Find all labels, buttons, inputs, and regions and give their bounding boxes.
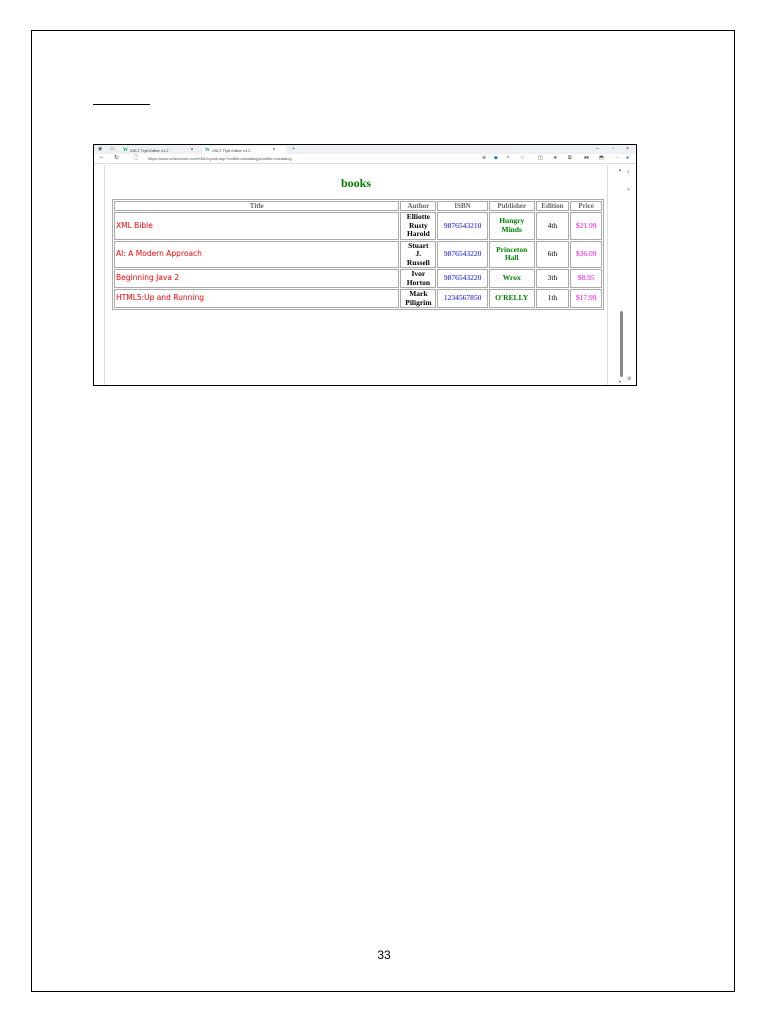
browser-screenshot — [93, 144, 637, 386]
book-author: Ivor Horton — [400, 269, 436, 288]
book-price: $36.09 — [570, 241, 602, 269]
profile-icon[interactable]: ◉ — [98, 146, 103, 152]
tab-label: XSLT Tryit Editor v1.2 — [212, 147, 251, 153]
extension-icon[interactable]: ◆ — [494, 155, 498, 161]
books-table — [112, 199, 604, 310]
book-price: $21.99 — [570, 212, 602, 240]
book-author: Stuart J. Russell — [400, 241, 436, 269]
table-row — [114, 269, 602, 288]
back-icon[interactable]: ← — [99, 154, 105, 160]
table-row — [114, 212, 602, 240]
book-isbn: 1234567850 — [437, 289, 488, 308]
split-screen-icon[interactable]: ◫ — [538, 155, 543, 161]
book-edition: 1th — [536, 289, 570, 308]
column-header: ISBN — [437, 201, 488, 211]
column-header: Price — [570, 201, 602, 211]
book-price: $17.99 — [570, 289, 602, 308]
tab-bar — [94, 145, 636, 154]
book-edition: 4th — [536, 212, 570, 240]
address-bar-row — [94, 154, 636, 164]
book-edition: 6th — [536, 241, 570, 269]
book-title: XML Bible — [114, 212, 399, 240]
more-icon[interactable]: ⋯ — [614, 155, 619, 161]
close-icon[interactable]: × — [190, 147, 194, 153]
scrollbar-thumb[interactable] — [620, 311, 623, 377]
minimize-icon[interactable]: – — [596, 146, 599, 152]
favorite-icon[interactable]: ☆ — [520, 155, 525, 161]
sidebar-add-icon[interactable]: + — [627, 187, 630, 193]
tab-xslt-1[interactable] — [120, 146, 200, 154]
table-row — [114, 289, 602, 308]
zoom-icon[interactable]: ⊕ — [482, 155, 487, 161]
scroll-up-icon[interactable]: ▲ — [618, 167, 622, 172]
book-publisher: O'RELLY — [489, 289, 535, 308]
book-author: Mark Piligrim — [400, 289, 436, 308]
book-price: $8.95 — [570, 269, 602, 288]
w3schools-icon: W — [123, 147, 128, 153]
site-info-icon[interactable]: 🗋 — [134, 155, 139, 161]
book-title: HTML5:Up and Running — [114, 289, 399, 308]
column-header: Publisher — [489, 201, 535, 211]
page-heading: books — [340, 176, 372, 190]
book-title: Beginning Java 2 — [114, 269, 399, 288]
search-icon[interactable]: ⌕ — [627, 169, 630, 175]
close-icon[interactable]: × — [272, 147, 276, 153]
read-aloud-icon[interactable]: ᴬ — [507, 155, 510, 161]
window-close-icon[interactable]: × — [626, 146, 629, 152]
collections-icon[interactable]: ⧉ — [568, 155, 572, 161]
tab-label: XSLT Tryit Editor v1.2 — [130, 147, 169, 153]
table-header-row — [114, 201, 602, 211]
column-header: Title — [114, 201, 399, 211]
page-number: 33 — [377, 948, 391, 962]
book-isbn: 9876543220 — [437, 269, 488, 288]
column-header: Edition — [536, 201, 570, 211]
new-tab-icon[interactable]: + — [292, 146, 295, 152]
refresh-icon[interactable]: ↻ — [114, 155, 120, 161]
tab-actions-icon[interactable]: ▭ — [110, 146, 115, 152]
book-author: Elliotte Rusty Harold — [400, 212, 436, 240]
tab-xslt-2[interactable] — [202, 146, 286, 154]
scroll-down-icon[interactable]: ▼ — [618, 379, 622, 384]
book-publisher: Princeton Hall — [489, 241, 535, 269]
title-underline — [93, 104, 150, 105]
downloads-icon[interactable]: ⬒ — [599, 155, 604, 161]
settings-icon[interactable]: ⚙ — [627, 376, 632, 382]
book-isbn: 9876543220 — [437, 241, 488, 269]
book-title: AI: A Modern Approach — [114, 241, 399, 269]
extensions-icon[interactable]: ⧓ — [584, 155, 589, 161]
w3schools-icon: W — [205, 147, 210, 153]
book-publisher: Hungry Minds — [489, 212, 535, 240]
maximize-icon[interactable]: ▫ — [612, 146, 614, 152]
book-edition: 3th — [536, 269, 570, 288]
column-header: Author — [400, 201, 436, 211]
page-viewport — [104, 165, 608, 386]
favorites-icon[interactable]: ★ — [553, 155, 558, 161]
book-isbn: 9876543210 — [437, 212, 488, 240]
url-field[interactable]: https://www.w3schools.com/XML/tryxslt.asp?xmlfile=cdcatalog&xsltfile=cdcatalog — [148, 156, 292, 161]
copilot-icon[interactable]: ● — [626, 155, 630, 161]
table-row — [114, 241, 602, 269]
book-publisher: Wrox — [489, 269, 535, 288]
